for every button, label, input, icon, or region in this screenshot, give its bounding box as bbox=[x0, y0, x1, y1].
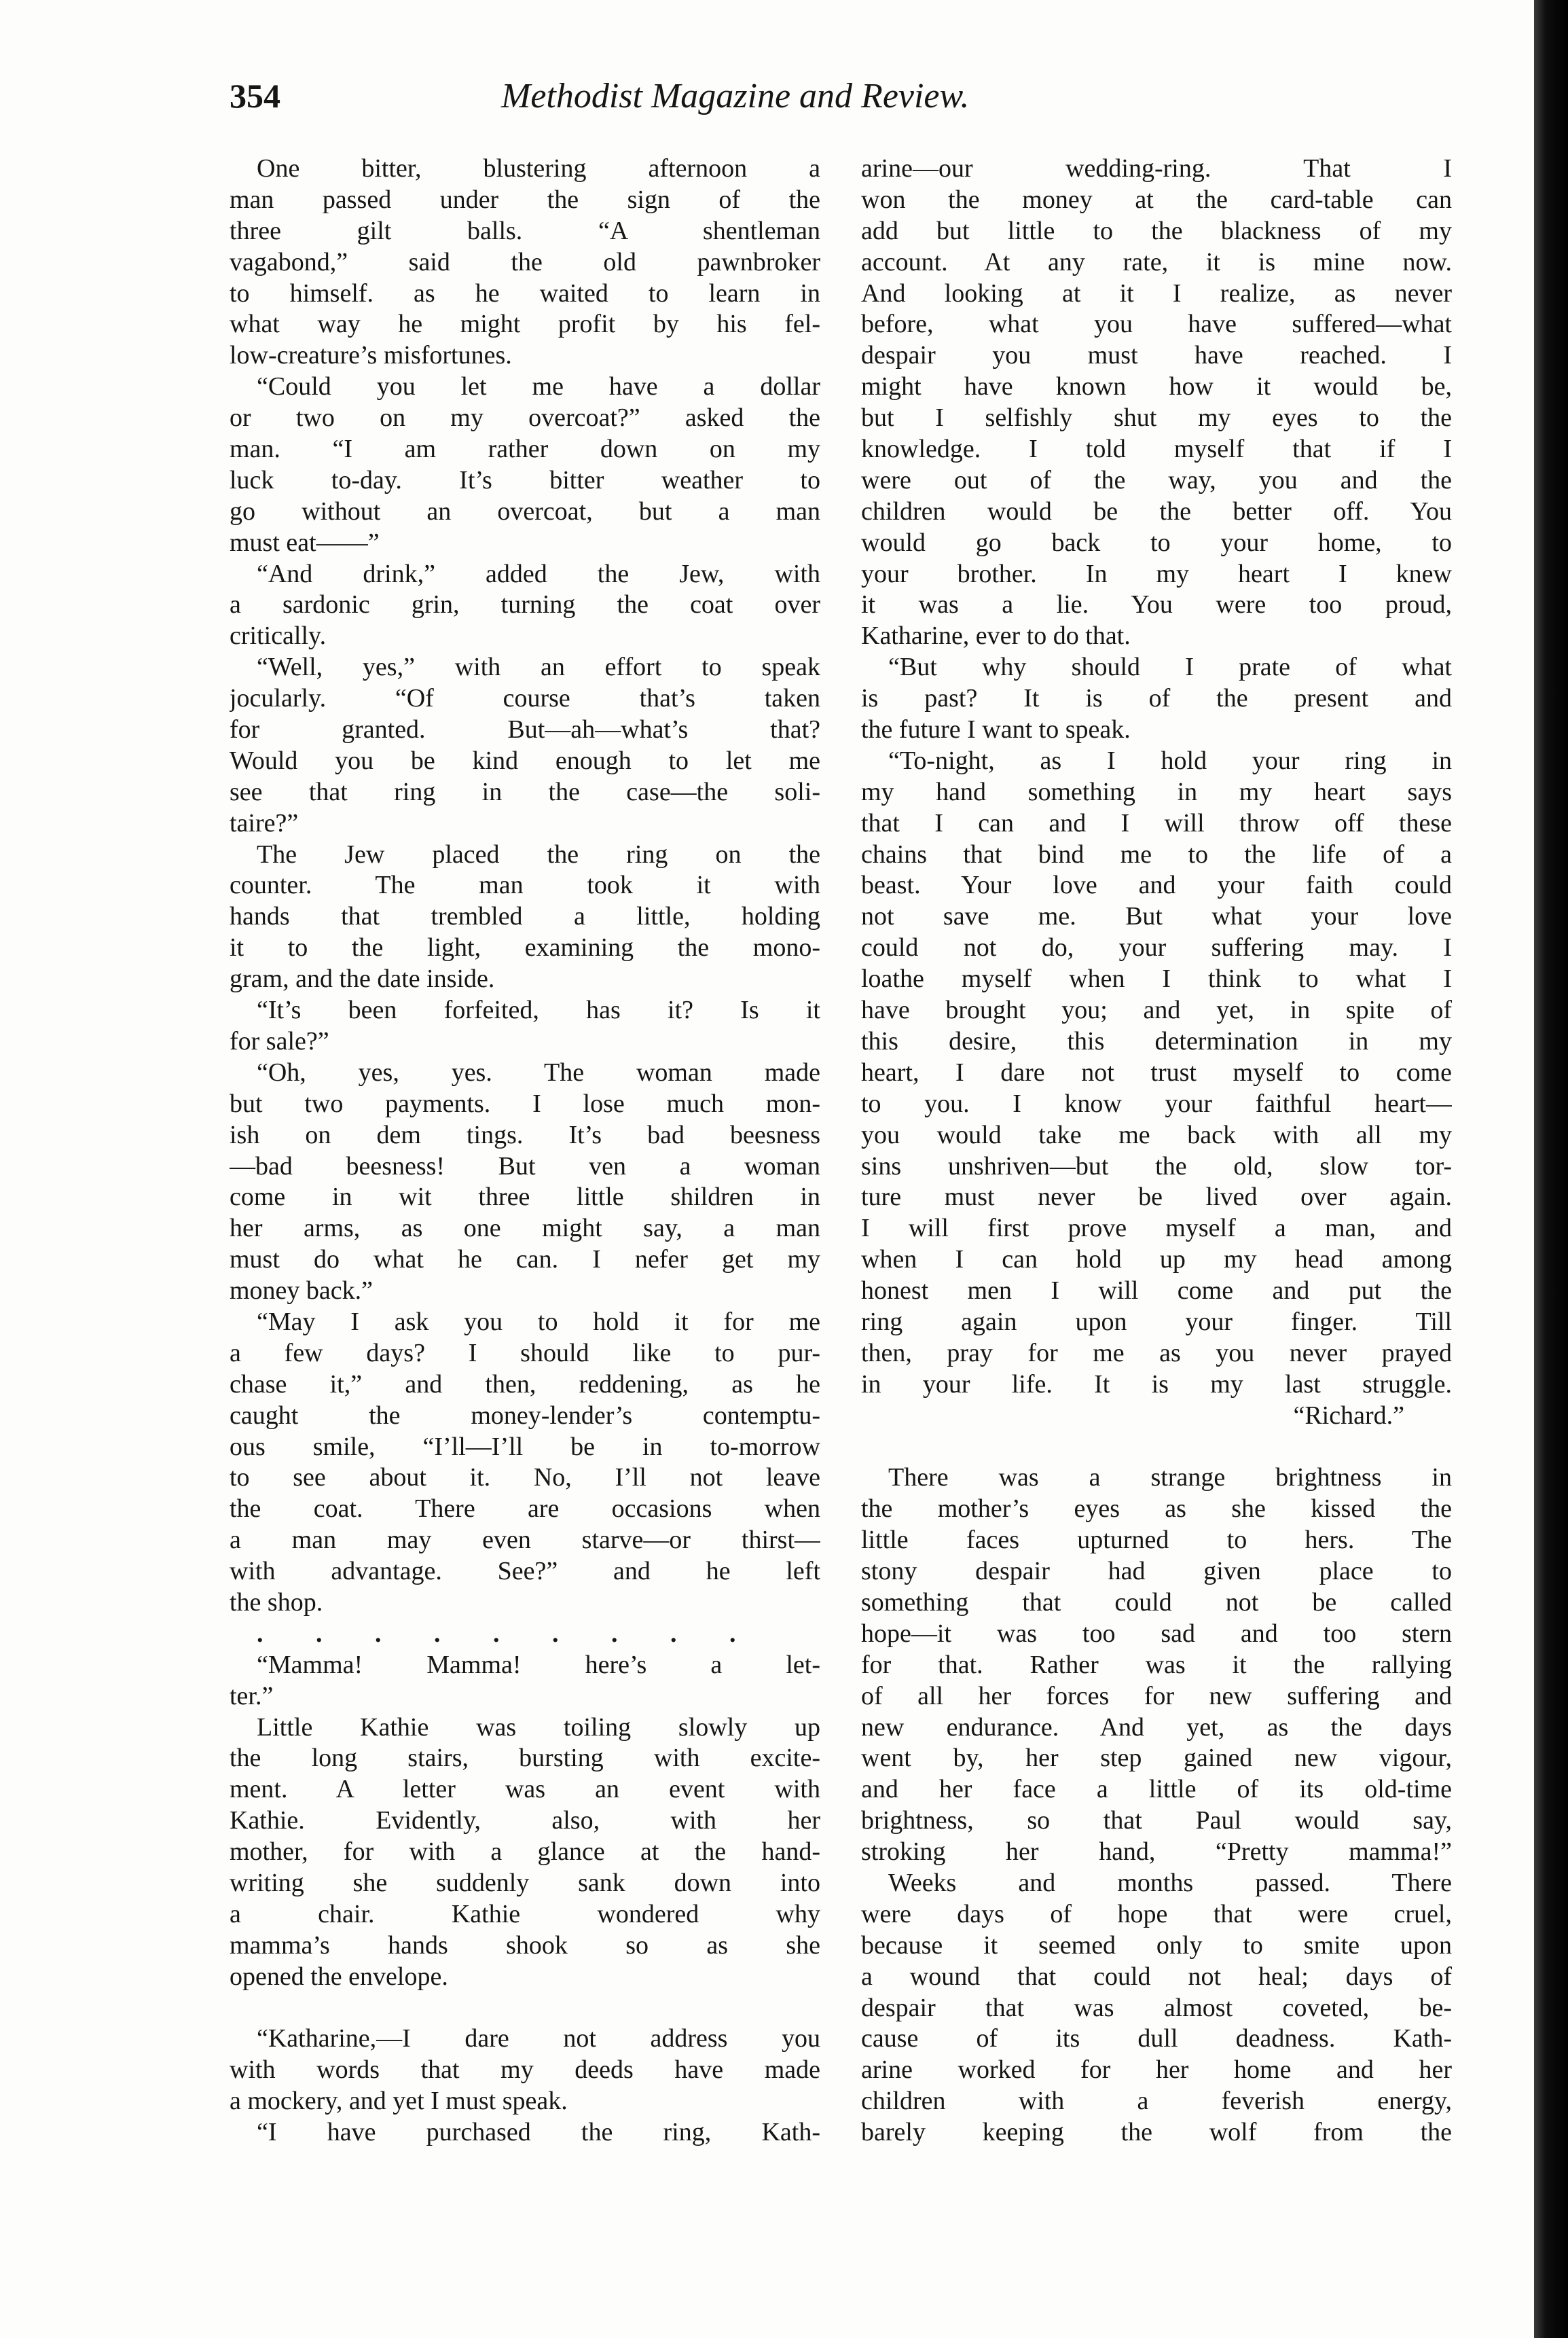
right-column-line: for that. Rather was it the rallying bbox=[861, 1650, 1452, 1679]
left-column-line: the shop. bbox=[230, 1587, 323, 1617]
right-column-line: might have known how it would be, bbox=[861, 372, 1452, 401]
left-column-line: a sardonic grin, turning the coat over bbox=[230, 590, 820, 619]
right-column-line: add but little to the blackness of my bbox=[861, 216, 1452, 245]
left-column-line: ish on dem tings. It’s bad beesness bbox=[230, 1120, 820, 1149]
left-column-line: low-creature’s misfortunes. bbox=[230, 341, 512, 370]
right-column-line: ring again upon your finger. Till bbox=[861, 1307, 1452, 1336]
right-column-line: “To-night, as I hold your ring in bbox=[888, 746, 1452, 775]
left-column-line: Kathie. Evidently, also, with her bbox=[230, 1806, 820, 1835]
right-column-line: sins unshriven—but the old, slow tor- bbox=[861, 1151, 1452, 1181]
left-column-line: “It’s been forfeited, has it? Is it bbox=[257, 996, 820, 1025]
running-title: Methodist Magazine and Review. bbox=[501, 77, 970, 115]
left-column-line: her arms, as one might say, a man bbox=[230, 1214, 820, 1243]
right-column-line: went by, her step gained new vigour, bbox=[861, 1744, 1452, 1773]
right-column-line: because it seemed only to smite upon bbox=[861, 1930, 1452, 1960]
right-column-line: Weeks and months passed. There bbox=[888, 1868, 1452, 1897]
right-column-line: I will first prove myself a man, and bbox=[861, 1214, 1452, 1243]
right-column-line bbox=[861, 1432, 1452, 1463]
left-column-line: the long stairs, bursting with excite- bbox=[230, 1744, 820, 1773]
left-column-line: or two on my overcoat?” asked the bbox=[230, 403, 820, 433]
left-column-line: ous smile, “I’ll—I’ll be in to-morrow bbox=[230, 1432, 820, 1461]
left-column-line: counter. The man took it with bbox=[230, 871, 820, 900]
left-column-line: a chair. Kathie wondered why bbox=[230, 1899, 820, 1928]
right-column-line: And looking at it I realize, as never bbox=[861, 278, 1452, 308]
right-column-line: loathe myself when I think to what I bbox=[861, 965, 1452, 994]
right-column-line: arine—our wedding-ring. That I bbox=[861, 154, 1452, 183]
left-column-line: man passed under the sign of the bbox=[230, 185, 820, 214]
right-column-line: have brought you; and yet, in spite of bbox=[861, 996, 1452, 1025]
right-column-line: were days of hope that were cruel, bbox=[861, 1899, 1452, 1928]
right-column-line: is past? It is of the present and bbox=[861, 684, 1452, 713]
left-column-line: to see about it. No, I’ll not leave bbox=[230, 1463, 820, 1492]
left-column-line: three gilt balls. “A shentleman bbox=[230, 216, 820, 245]
right-column-line: when I can hold up my head among bbox=[861, 1245, 1452, 1274]
right-column-line: barely keeping the wolf from the bbox=[861, 2118, 1452, 2147]
right-text-column bbox=[861, 154, 1452, 2148]
page-number: 354 bbox=[230, 77, 280, 115]
left-column-line: vagabond,” said the old pawnbroker bbox=[230, 247, 820, 276]
left-column-line: Would you be kind enough to let me bbox=[230, 746, 820, 775]
right-column-line: something that could not be called bbox=[861, 1587, 1452, 1617]
right-column-line: cause of its dull deadness. Kath- bbox=[861, 2024, 1452, 2053]
left-column-line: opened the envelope. bbox=[230, 1962, 448, 1991]
right-column-line: were out of the way, you and the bbox=[861, 465, 1452, 494]
left-column-line: “Oh, yes, yes. The woman made bbox=[257, 1058, 820, 1087]
right-column-line: could not do, your suffering may. I bbox=[861, 933, 1452, 963]
left-text-column bbox=[230, 154, 820, 2148]
right-column-line: Katharine, ever to do that. bbox=[861, 622, 1131, 651]
left-column-line: jocularly. “Of course that’s taken bbox=[230, 684, 820, 713]
left-column-line: man. “I am rather down on my bbox=[230, 435, 820, 464]
right-column-line: and her face a little of its old-time bbox=[861, 1775, 1452, 1804]
right-column-line: a wound that could not heal; days of bbox=[861, 1962, 1452, 1991]
left-column-line: the coat. There are occasions when bbox=[230, 1494, 820, 1524]
right-column-line: account. At any rate, it is mine now. bbox=[861, 247, 1452, 276]
left-column-line: “Katharine,—I dare not address you bbox=[257, 2024, 820, 2053]
right-column-line: in your life. It is my last struggle. bbox=[861, 1369, 1452, 1399]
left-column-line: One bitter, blustering afternoon a bbox=[257, 154, 820, 183]
left-column-line: —bad beesness! But ven a woman bbox=[230, 1151, 820, 1181]
right-column-line: stony despair had given place to bbox=[861, 1557, 1452, 1586]
right-column-line: little faces upturned to hers. The bbox=[861, 1526, 1452, 1555]
right-column-line: would go back to your home, to bbox=[861, 528, 1452, 557]
right-column-line: stroking her hand, “Pretty mamma!” bbox=[861, 1837, 1452, 1867]
right-column-line: ture must never be lived over again. bbox=[861, 1183, 1452, 1212]
right-column-line: arine worked for her home and her bbox=[861, 2055, 1452, 2085]
right-column-line: beast. Your love and your faith could bbox=[861, 871, 1452, 900]
right-column-line: you would take me back with all my bbox=[861, 1120, 1452, 1149]
left-column-line: mother, for with a glance at the hand- bbox=[230, 1837, 820, 1867]
left-column-line: a mockery, and yet I must speak. bbox=[230, 2087, 568, 2116]
left-column-line: caught the money-lender’s contemptu- bbox=[230, 1401, 820, 1430]
left-column-line: for sale?” bbox=[230, 1026, 329, 1056]
left-column-line: The Jew placed the ring on the bbox=[257, 840, 820, 869]
right-column-line: brightness, so that Paul would say, bbox=[861, 1806, 1452, 1835]
right-column-line: my hand something in my heart says bbox=[861, 777, 1452, 806]
right-column-line: knowledge. I told myself that if I bbox=[861, 435, 1452, 464]
left-column-line: a few days? I should like to pur- bbox=[230, 1338, 820, 1367]
left-column-line: luck to-day. It’s bitter weather to bbox=[230, 465, 820, 494]
right-column-line: won the money at the card-table can bbox=[861, 185, 1452, 214]
left-column-line: “Well, yes,” with an effort to speak bbox=[257, 653, 820, 682]
left-column-line: critically. bbox=[230, 622, 327, 651]
right-column-line: children would be the better off. You bbox=[861, 497, 1452, 526]
left-column-line: but two payments. I lose much mon- bbox=[230, 1089, 820, 1118]
right-column-line: to you. I know your faithful heart— bbox=[861, 1089, 1452, 1118]
left-column-line: must do what he can. I nefer get my bbox=[230, 1245, 820, 1274]
left-column-line: see that ring in the case—the soli- bbox=[230, 777, 820, 806]
right-column-line: before, what you have suffered—what bbox=[861, 310, 1452, 339]
left-column-line: come in wit three little shildren in bbox=[230, 1183, 820, 1212]
left-column-line: for granted. But—ah—what’s that? bbox=[230, 715, 820, 744]
right-column-line: “But why should I prate of what bbox=[888, 653, 1452, 682]
left-column-line: Little Kathie was toiling slowly up bbox=[257, 1712, 820, 1742]
left-column-line: gram, and the date inside. bbox=[230, 965, 495, 994]
left-column-line: taire?” bbox=[230, 808, 299, 838]
right-column-line: the future I want to speak. bbox=[861, 715, 1131, 744]
right-column-line: chains that bind me to the life of a bbox=[861, 840, 1452, 869]
right-column-line: the mother’s eyes as she kissed the bbox=[861, 1494, 1452, 1524]
right-column-line: this desire, this determination in my bbox=[861, 1026, 1452, 1056]
left-column-line: “May I ask you to hold it for me bbox=[257, 1307, 820, 1336]
left-column-line: hands that trembled a little, holding bbox=[230, 902, 820, 931]
left-column-line: writing she suddenly sank down into bbox=[230, 1868, 820, 1897]
left-column-line: chase it,” and then, reddening, as he bbox=[230, 1369, 820, 1399]
left-column-line: must eat——” bbox=[230, 528, 380, 557]
right-column-line: There was a strange brightness in bbox=[888, 1463, 1452, 1492]
right-column-line: children with a feverish energy, bbox=[861, 2087, 1452, 2116]
left-column-line: “I have purchased the ring, Kath- bbox=[257, 2118, 820, 2147]
right-column-line: new endurance. And yet, as the days bbox=[861, 1712, 1452, 1742]
left-column-line: “Mamma! Mamma! here’s a let- bbox=[257, 1650, 820, 1679]
right-column-line: despair you must have reached. I bbox=[861, 341, 1452, 370]
right-column-line: honest men I will come and put the bbox=[861, 1276, 1452, 1306]
right-column-line: not save me. But what your love bbox=[861, 902, 1452, 931]
right-column-line: despair that was almost coveted, be- bbox=[861, 1993, 1452, 2022]
left-column-line: go without an overcoat, but a man bbox=[230, 497, 820, 526]
left-column-line: . . . . . . . . . bbox=[257, 1619, 759, 1648]
left-column-line: mamma’s hands shook so as she bbox=[230, 1930, 820, 1960]
right-column-line: your brother. In my heart I knew bbox=[861, 559, 1452, 588]
right-column-line: hope—it was too sad and too stern bbox=[861, 1619, 1452, 1648]
right-column-line: it was a lie. You were too proud, bbox=[861, 590, 1452, 619]
left-column-line: what way he might profit by his fel- bbox=[230, 310, 820, 339]
right-column-line: of all her forces for new suffering and bbox=[861, 1681, 1452, 1710]
left-column-line: ter.” bbox=[230, 1681, 274, 1710]
left-column-line: with advantage. See?” and he left bbox=[230, 1557, 820, 1586]
left-column-line: it to the light, examining the mono- bbox=[230, 933, 820, 963]
left-column-line: “Could you let me have a dollar bbox=[257, 372, 820, 401]
left-column-line bbox=[230, 1993, 820, 2024]
left-column-line: with words that my deeds have made bbox=[230, 2055, 820, 2085]
page-header bbox=[230, 76, 1167, 130]
left-column-line: a man may even starve—or thirst— bbox=[230, 1526, 820, 1555]
left-column-line: to himself. as he waited to learn in bbox=[230, 278, 820, 308]
right-column-line: but I selfishly shut my eyes to the bbox=[861, 403, 1452, 433]
right-column-line: then, pray for me as you never prayed bbox=[861, 1338, 1452, 1367]
right-column-line: “Richard.” bbox=[1293, 1401, 1404, 1430]
left-column-line: ment. A letter was an event with bbox=[230, 1775, 820, 1804]
right-column-line: that I can and I will throw off these bbox=[861, 808, 1452, 838]
left-column-line: money back.” bbox=[230, 1276, 373, 1306]
right-column-line: heart, I dare not trust myself to come bbox=[861, 1058, 1452, 1087]
left-column-line: “And drink,” added the Jew, with bbox=[257, 559, 820, 588]
binding-edge-shadow bbox=[1534, 0, 1568, 2338]
